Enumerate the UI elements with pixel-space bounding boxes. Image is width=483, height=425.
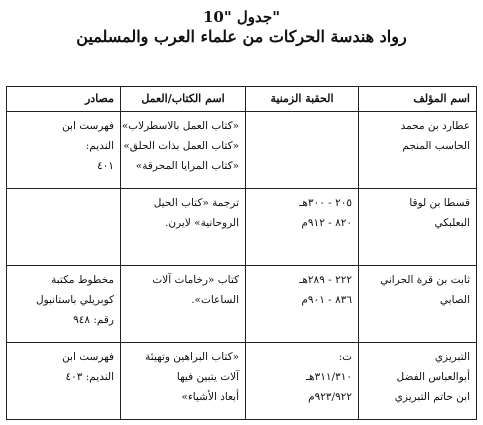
table-caption: جدول "10"	[202, 8, 281, 26]
works-cell-line: الساعات».	[191, 294, 239, 306]
period-cell-line: ٨٢٠ - ٩١٢م	[301, 217, 352, 229]
sources-cell-line: مخطوط مكتبة	[51, 274, 114, 286]
period-cell	[246, 266, 359, 343]
works-cell	[121, 189, 246, 266]
author-cell-line: التبريزي	[434, 351, 470, 363]
author-cell	[359, 343, 477, 420]
sources-cell-line: ٤٠١	[97, 160, 114, 172]
sources-cell-line: النديم:	[85, 140, 114, 152]
sources-cell-line: فهرست ابن	[62, 120, 114, 132]
sources-cell	[7, 112, 121, 189]
works-cell-line: «كتاب البراهين وتهيئة	[145, 351, 239, 363]
author-cell	[359, 266, 477, 343]
works-cell	[121, 112, 246, 189]
sources-cell-line: فهرست ابن	[62, 351, 114, 363]
header-author: اسم المؤلف	[359, 87, 477, 112]
sources-cell	[7, 189, 121, 266]
works-cell-line: أبعاد الأشياء»	[181, 391, 239, 403]
sources-cell-line: كوبريلي باستانبول	[35, 294, 114, 306]
works-cell-line: آلات يتبين فيها	[176, 371, 239, 383]
period-cell-line: ٢٢٢ - ٢٨٩هـ	[299, 274, 352, 286]
header-works: اسم الكتاب/العمل	[121, 87, 246, 112]
works-cell-line: «كتاب العمل بذات الحلق»	[123, 140, 239, 152]
works-cell-line: «كتاب المرايا المحرقة»	[135, 160, 239, 172]
author-cell-line: ابن حاتم التبريزي	[394, 391, 470, 403]
works-cell-line: الروحانية» لايرن.	[165, 217, 239, 229]
table-title: رواد هندسة الحركات من علماء العرب والمسلمين	[76, 27, 407, 46]
author-cell-line: الصابي	[439, 294, 470, 306]
period-cell-line: ٩٢٣/٩٢٢م	[308, 391, 352, 403]
table-row	[7, 112, 477, 189]
header-sources: مصادر	[7, 87, 121, 112]
sources-cell-line: النديم: ٤٠٣	[65, 371, 114, 383]
period-cell-line: ٨٣٦ - ٩٠١م	[301, 294, 352, 306]
author-cell-line: ثابت بن قرة الحراني	[380, 274, 470, 286]
period-cell	[246, 112, 359, 189]
table-row	[7, 343, 477, 420]
author-cell	[359, 189, 477, 266]
author-cell-line: أبوالعباس الفضل	[396, 371, 470, 383]
period-cell-line: ٣١١/٣١٠هـ	[305, 371, 352, 383]
sources-cell	[7, 343, 121, 420]
table-row	[7, 189, 477, 266]
author-cell-line: قسطا بن لوقا	[409, 197, 470, 209]
works-cell-line: ترجمة «كتاب الحيل	[153, 197, 239, 209]
period-cell-line: ٢٠٥ - ٣٠٠هـ	[299, 197, 352, 209]
period-cell-line: ت:	[338, 351, 352, 363]
sources-cell	[7, 266, 121, 343]
header-row	[7, 87, 477, 112]
works-cell-line: «كتاب العمل بالاسطرلاب»	[121, 120, 239, 132]
table-row	[7, 266, 477, 343]
author-cell-line: البعلبكي	[434, 217, 470, 229]
pioneers-table	[6, 86, 477, 420]
period-cell	[246, 189, 359, 266]
author-cell	[359, 112, 477, 189]
period-cell	[246, 343, 359, 420]
header-period: الحقبة الزمنية	[246, 87, 359, 112]
author-cell-line: الحاسب المنجم	[402, 140, 470, 152]
works-cell	[121, 266, 246, 343]
sources-cell-line: رقم: ٩٤٨	[73, 314, 114, 326]
works-cell-line: كتاب «رخامات آلات	[152, 274, 239, 286]
author-cell-line: عطارد بن محمد	[400, 120, 470, 132]
works-cell	[121, 343, 246, 420]
